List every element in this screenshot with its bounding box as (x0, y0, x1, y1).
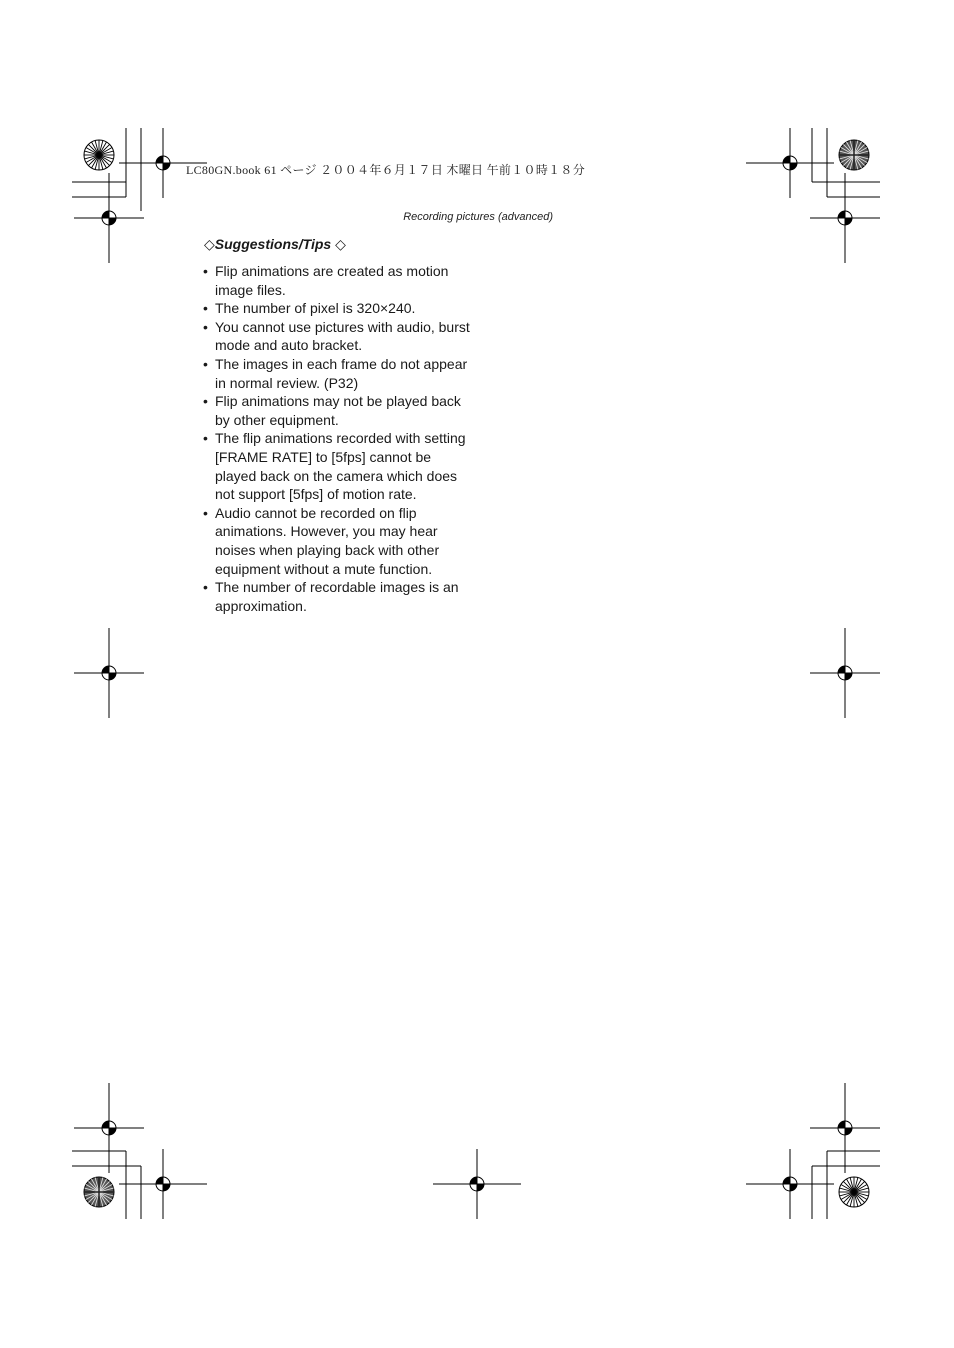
list-item: • You cannot use pictures with audio, burst mode and auto bracket. (203, 318, 473, 355)
list-item: • Flip animations may not be played back by other equipment. (203, 392, 473, 429)
list-item: • Flip animations are created as motion image files. (203, 262, 473, 299)
diamond-open-icon: ◇ (204, 237, 215, 253)
section-title-text: Suggestions/Tips (214, 236, 332, 252)
list-item: • Audio cannot be recorded on flip animations. However, you may hear noises when playing back with other equipment without a mute function. (203, 504, 473, 578)
list-item: • The images in each frame do not appear in normal review. (P32) (203, 355, 473, 392)
tips-list (203, 262, 473, 615)
list-item: • The number of pixel is 320×240. (203, 299, 473, 318)
list-item: • The flip animations recorded with setting [FRAME RATE] to [5fps] cannot be played back on the camera which does not support [5fps] of motion rate. (203, 429, 473, 503)
running-head: Recording pictures (advanced) (403, 211, 553, 223)
list-item: • The number of recordable images is an approximation. (203, 578, 473, 615)
print-slug: LC80GN.book 61 ページ ２００４年６月１７日 木曜日 午前１０時１８分 (186, 163, 586, 177)
section-title (204, 236, 346, 253)
diamond-close-icon: ◇ (335, 237, 346, 253)
